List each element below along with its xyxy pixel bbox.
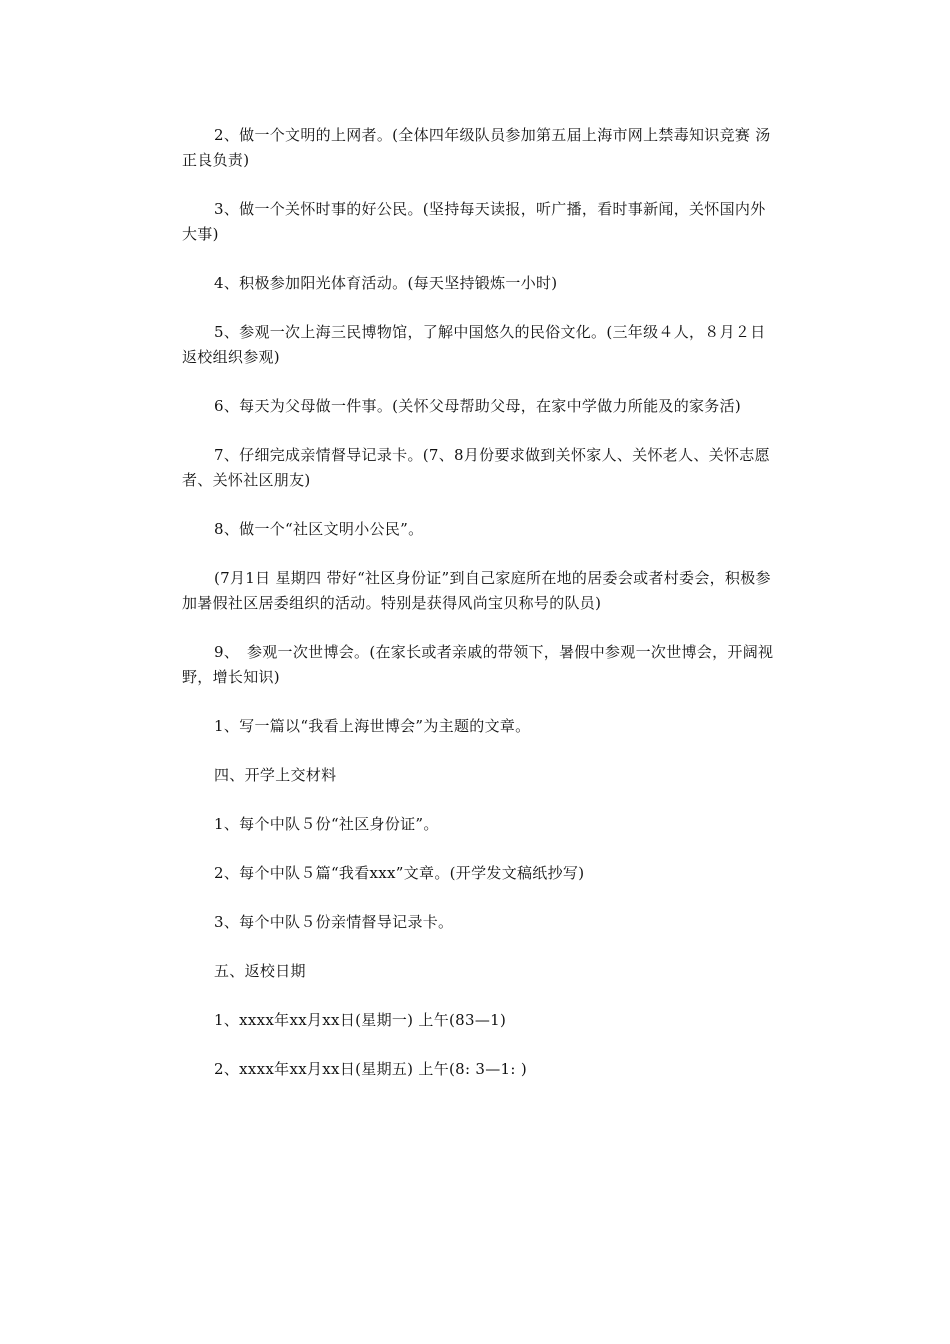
paragraph-item-3: 3、做一个关怀时事的好公民。(坚持每天读报，听广播，看时事新闻，关怀国内外大事) [182, 200, 766, 243]
paragraph-item-4: 4、积极参加阳光体育活动。(每天坚持锻炼一小时) [214, 274, 558, 292]
materials-item-1: 1、每个中队５份“社区身份证”。 [214, 815, 439, 833]
paragraph-item-7: 7、仔细完成亲情督导记录卡。(7、8月份要求做到关怀家人、关怀老人、关怀志愿者、关怀社区朋友) [182, 446, 770, 489]
materials-item-3: 3、每个中队５份亲情督导记录卡。 [214, 913, 454, 931]
document-body [182, 123, 774, 1106]
paragraph-item-2: 2、做一个文明的上网者。(全体四年级队员参加第五届上海市网上禁毒知识竞赛 汤正良负责) [182, 126, 771, 169]
section-heading-return-dates: 五、返校日期 [214, 962, 306, 980]
return-date-item-1: 1、xxxx年xx月xx日(星期一) 上午(83—1) [214, 1011, 507, 1029]
paragraph-item-9: 9、 参观一次世博会。(在家长或者亲戚的带领下，暑假中参观一次世博会，开阔视野，增长知识) [182, 643, 774, 686]
paragraph-essay: 1、写一篇以“我看上海世博会”为主题的文章。 [214, 717, 531, 735]
return-date-item-2: 2、xxxx年xx月xx日(星期五) 上午(8: 3—1: ) [214, 1060, 527, 1078]
section-heading-materials: 四、开学上交材料 [214, 766, 337, 784]
paragraph-item-8: 8、做一个“社区文明小公民”。 [214, 520, 424, 538]
paragraph-item-6: 6、每天为父母做一件事。(关怀父母帮助父母，在家中学做力所能及的家务活) [214, 397, 742, 415]
paragraph-item-5: 5、参观一次上海三民博物馆，了解中国悠久的民俗文化。(三年级４人，８月２日返校组织参观) [182, 323, 766, 366]
materials-item-2: 2、每个中队５篇“我看xxx”文章。(开学发文稿纸抄写) [214, 864, 585, 882]
paragraph-note-july: (7月1日 星期四 带好“社区身份证”到自己家庭所在地的居委会或者村委会，积极参加暑假社区居委组织的活动。特别是获得风尚宝贝称号的队员) [182, 569, 771, 612]
